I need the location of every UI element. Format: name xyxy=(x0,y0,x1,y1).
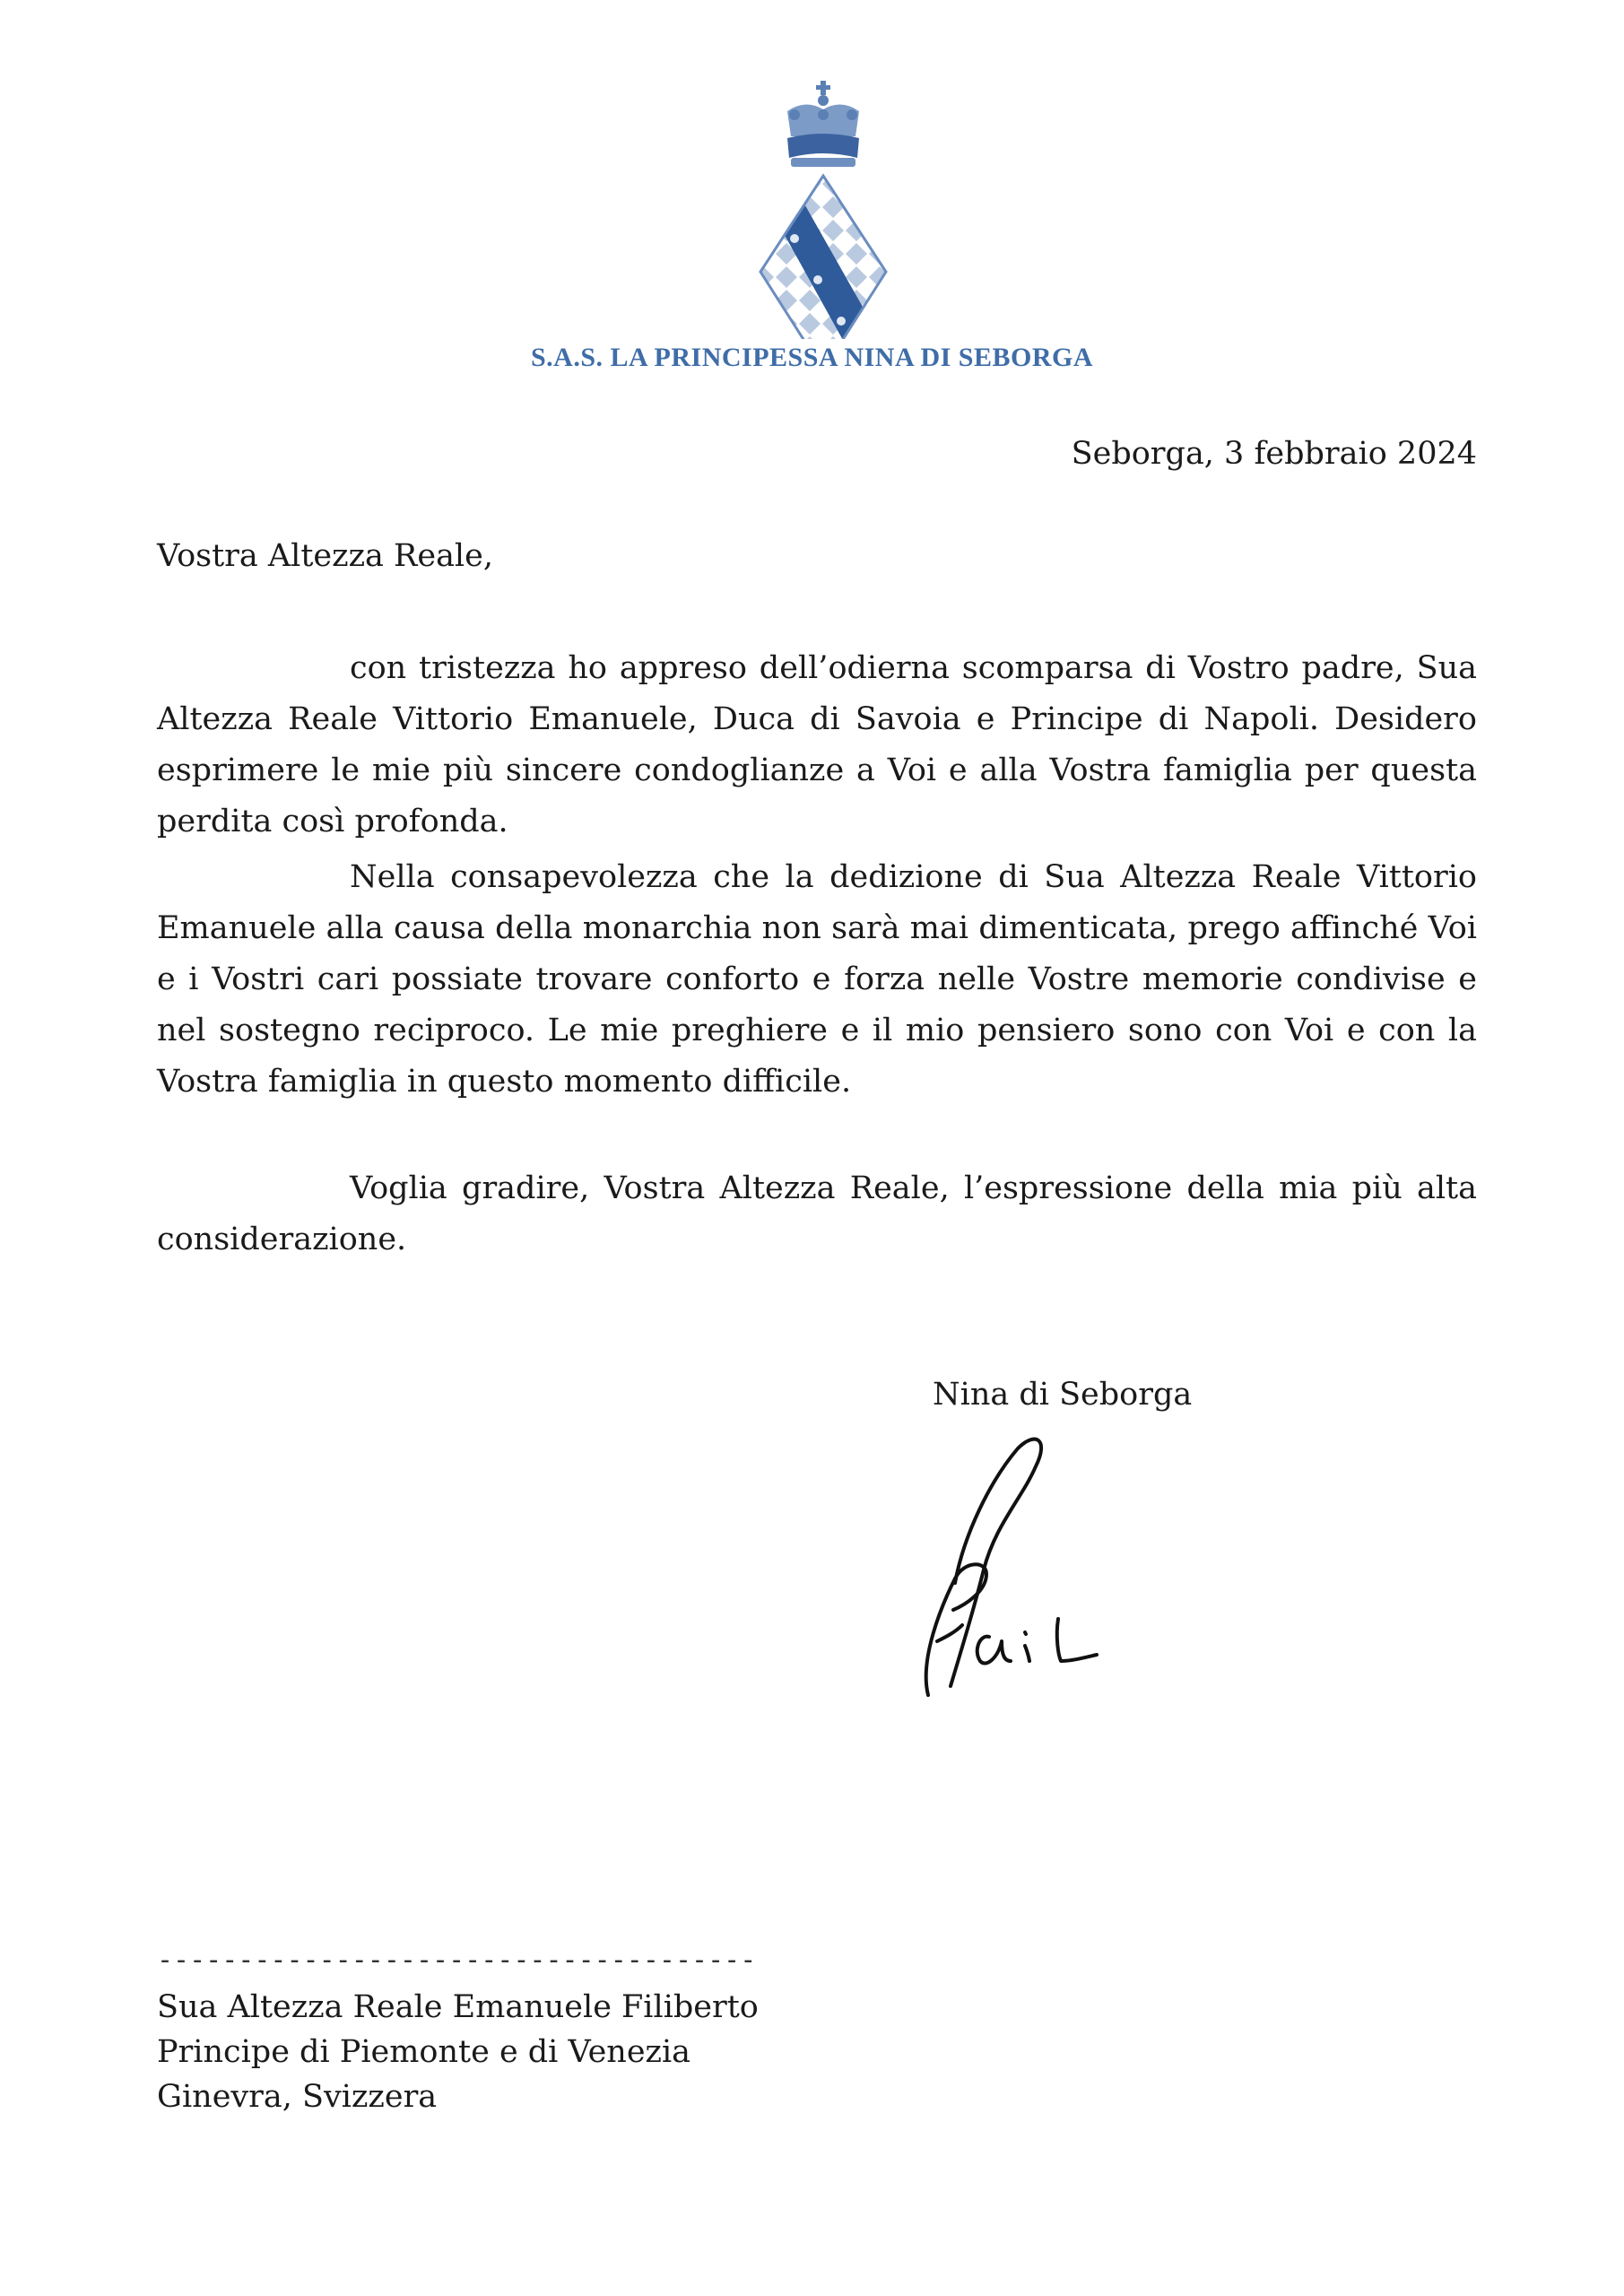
letter-paragraph: con tristezza ho appreso dell’odierna scomparsa di Vostro padre, Sua Altezza Reale Vittorio Emanuele, Duca di Savoia e Principe di Napoli. Desidero esprimere le mie più sincere condoglianze a Voi e alla Vostra famiglia per questa perdita così profonda. xyxy=(157,650,1477,839)
recipient-location: Ginevra, Svizzera xyxy=(157,2079,438,2115)
signer-name: Nina di Seborga xyxy=(933,1377,1193,1413)
recipient-name: Sua Altezza Reale Emanuele Filiberto xyxy=(157,1989,759,2025)
letter-paragraph: Nella consapevolezza che la dedizione di Sua Altezza Reale Vittorio Emanuele alla causa della monarchia non sarà mai dimenticata, prego affinché Voi e i Vostri cari possiate trovare conforto e forza nelle Vostre memorie condivise e nel sostegno reciproco. Le mie preghiere e il mio pensiero sono con Voi e con la Vostra famiglia in questo momento difficile. xyxy=(157,859,1477,1100)
letter-date: Seborga, 3 febbraio 2024 xyxy=(1071,436,1477,472)
divider-rule: ------------------------------------- xyxy=(157,1944,757,1976)
recipient-title: Principe di Piemonte e di Venezia xyxy=(157,2034,691,2070)
letter-paragraph: Voglia gradire, Vostra Altezza Reale, l’espressione della mia più alta considerazione. xyxy=(157,1170,1477,1257)
coat-of-arms-icon xyxy=(751,79,895,339)
letterhead-title: S.A.S. LA PRINCIPESSA NINA DI SEBORGA xyxy=(531,343,1093,372)
handwritten-signature-icon xyxy=(901,1426,1107,1704)
letter-salutation: Vostra Altezza Reale, xyxy=(157,538,493,574)
